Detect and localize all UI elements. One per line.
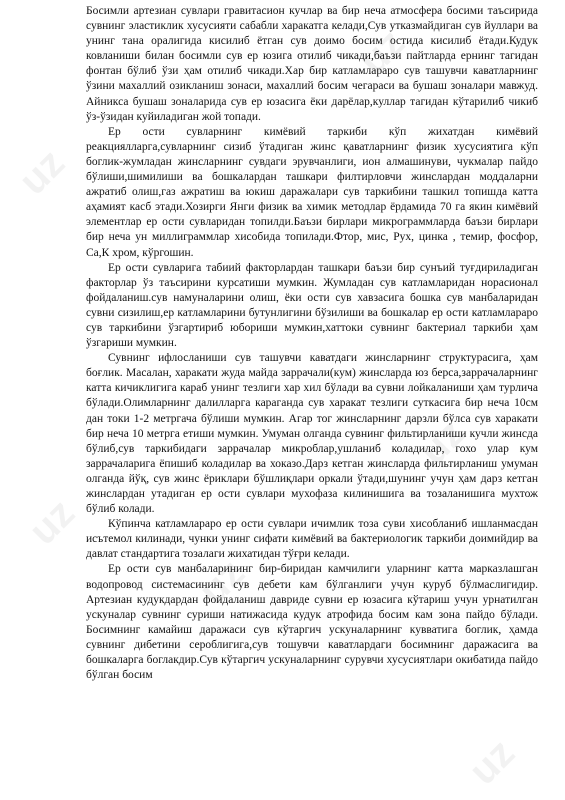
watermark: uz (410, 410, 474, 474)
watermark: uz (190, 550, 254, 614)
watermark: uz (20, 490, 84, 554)
watermark: uz (350, 20, 414, 84)
watermark: uz (460, 730, 524, 794)
paragraph: Ер ости сув манбаларининг бир-биридан камчилиги уларнинг катта марказлашган водопровод системасининг сув дебети кам бўлганлиги учун куруб бўлмаслигидир. Артезиан кудукдардан фойдаланиш давриде сувни ер юзасига кўтариш учун урнатилган ускуналар сувнинг суриши натижасида кудук атрофида босим кам зона пайдо бўлади. Босимнинг камайиш даражаси сув кўтаргич ускуналарнинг кувватига боглик, ҳамда сувнинг дибетини сероблигига,сув тошувчи каватлардаги босимнинг даражасига ва бошкаларга боглакдир.Сув кўтаргич ускуналарнинг сурувчи хусусиятлари окибатида пайдо бўлган босим (86, 563, 538, 682)
watermark: uz (10, 140, 74, 204)
paragraph: Кўпинча катламлараро ер ости сувлари ичимлик тоза суви хисобланиб ишланмасдан исътемол килинади, чунки унинг сифати кимёвий ва бактериологик таркиби доимийдир ва давлат стандартига тозалаги жихатидан тўғри келади. (86, 518, 538, 561)
paragraph: Босимли артезиан сувлари гравитасион кучлар ва бир неча атмосфера босими таъсирида сувнинг эластиклик хусусияти сабабли харакатга келади,Сув утказмайдиган сув йуллари ва унинг тана оралигида кисилиб ётган сув доимо босим остида кисилиб ётади.Кудук ковланиши билан босимли сув ер юзига отилиб чикади,баъзи пайтларда ернинг тагидан фонтан бўлиб ўзи ҳам отилиб чикади.Хар бир катламлараро сув ташувчи каватларнинг ўзини махаллий озикланиш зонаси, махаллий босим чегараси ва бушаш зоналари мавжуд. Айникса бушаш зоналарида сув ер юзасига ёки дарёлар,куллар тагидан кўтарилиб чикиб ўз-ўзидан куйиладиган жой топади. (86, 5, 538, 123)
paragraph: Ер ости сувларига табиий факторлардан ташкари баъзи бир сунъий туғдириладиган факторлар ўз таъсирини курсатиши мумкин. Жумладан сув катламларидан норасионал фойдаланиш.сув намуналарини олиш, ёки ости сув хавзасига бошка сув манбаларидан сувни сизилиш,ер катламларини бутунлигини бўзилиши ва бошкалар ер ости катламлараро сув таркибини ўзгартириб юбориши мумкин,хаттоки сувнинг бактериал таркиби ҳам ўзгариши мумкин. (86, 261, 538, 350)
paragraph: Сувнинг ифлосланиши сув ташувчи каватдаги жинсларнинг структурасига, ҳам боғлик. Масалан, харакати жуда майда заррачали(кум) жинсларда юз берса,заррачаларнинг катта кичиклигига караб унинг тезлиги хар хил бўлади ва сувни лойкаланиши ҳам турлича бўлади.Олимларнинг далилларга караганда сув харакат тезлиги суткасига бир неча 10см дан токи 1-2 метргача бўлиши мумкин. Агар тог жинсларнинг дарзли бўлса сув харакати бир неча 10 метрга етиши мумкин. Умуман олганда сувнинг фильтирланиши кучли жинсда бўлиб,сув таркибидаги заррачалар микроблар,ушланиб коладилар, гохо улар кум заррачаларига ёпишиб коладилар ва хоказо.Дарз кетган жинсларда фильтирланиш умуман олганда йўқ, сув жинс ёриклари бўшлиқлари оркали ўтади,шунинг учун ҳам дарз кетган жинслардан утадиган ер ости сувлари мухофаза килинишига ва тозаланишига мухтож бўлиб колади. (86, 352, 538, 516)
document-body (86, 4, 538, 683)
paragraph: Ер ости сувларнинг кимёвий таркиби кўп жихатдан кимёвий реакциялларга,сувларнинг сизиб ўтадиган жинс қаватларнинг физик хусусиятига кўп боглик-жумладан жинсларнинг сувдаги эрувчанлиги, ион алмашинуви, чукмалар пайдо бўлиши,шимилиши ва бошкалардан ташкари филтирловчи жинслардан моддаларни ажратиб олиш,газ ажратиш ва юкиш даражалари сув таркибини ташкил топишда катта аҳамият касб этади.Хозирги Янги физик ва химик методлар ёрдамида 70 га якин кимёвий элементлар ер ости сувларидан топилди.Баъзи бирлари микрограммларда баъзи бирлари бир неча ун миллиграммлар хисобида топилади.Фтор, мис, Рух, цинка , темир, фосфор, Са,К хром, кўргошин. (86, 125, 538, 259)
